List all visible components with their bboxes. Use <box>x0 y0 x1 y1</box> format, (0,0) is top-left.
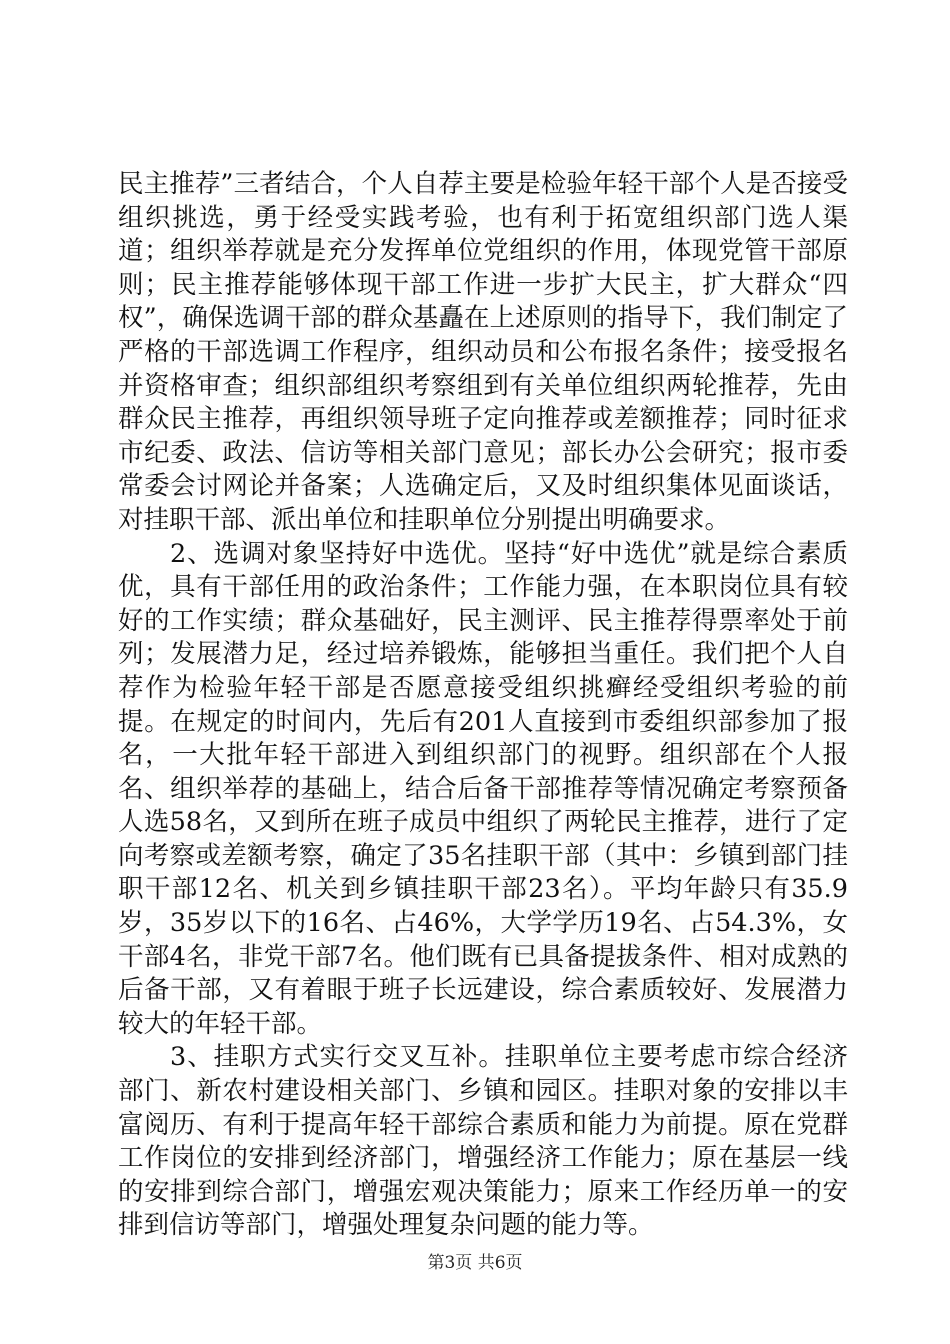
paragraph-1: 民主推荐”三者结合，个人自荐主要是检验年轻干部个人是否接受组织挑选，勇于经受实践考验，也有利于拓宽组织部门选人渠道；组织举荐就是充分发挥单位党组织的作用，体现党管干部原则；民主推荐能够体现干部工作进一步扩大民主，扩大群众“四权”，确保选调干部的群众基矗在上述原则的指导下，我们制定了严格的干部选调工作程序，组织动员和公布报名条件；接受报名并资格审查；组织部组织考察组到有关单位组织两轮推荐，先由群众民主推荐，再组织领导班子定向推荐或差额推荐；同时征求市纪委、政法、信访等相关部门意见；部长办公会研究；报市委常委会讨网论并备案；人选确定后，又及时组织集体见面谈话，对挂职干部、派出单位和挂职单位分别提出明确要求。 <box>118 169 848 535</box>
page-footer: 第3页 共6页 <box>427 1253 523 1273</box>
document-body <box>118 168 848 1243</box>
paragraph-2: 2、选调对象坚持好中选优。坚持“好中选优”就是综合素质优，具有干部任用的政治条件；工作能力强，在本职岗位具有较好的工作实绩；群众基础好，民主测评、民主推荐得票率处于前列；发展潜力足，经过培养锻炼，能够担当重任。我们把个人自荐作为检验年轻干部是否愿意接受组织挑癣经受组织考验的前提。在规定的时间内，先后有201人直接到市委组织部参加了报名，一大批年轻干部进入到组织部门的视野。组织部在个人报名、组织举荐的基础上，结合后备干部推荐等情况确定考察预备人选58名，又到所在班子成员中组织了两轮民主推荐，进行了定向考察或差额考察，确定了35名挂职干部（其中：乡镇到部门挂职干部12名、机关到乡镇挂职干部23名）。平均年龄只有35.9岁，35岁以下的16名、占46%，大学学历19名、占54.3%，女干部4名，非党干部7名。他们既有已具备提拔条件、相对成熟的后备干部，又有着眼于班子长远建设，综合素质较好、发展潜力较大的年轻干部。 <box>118 538 848 1039</box>
paragraph-3: 3、挂职方式实行交叉互补。挂职单位主要考虑市综合经济部门、新农村建设相关部门、乡镇和园区。挂职对象的安排以丰富阅历、有利于提高年轻干部综合素质和能力为前提。原在党群工作岗位的安排到经济部门，增强经济工作能力；原在基层一线的安排到综合部门，增强宏观决策能力；原来工作经历单一的安排到信访等部门，增强处理复杂问题的能力等。 <box>118 1042 848 1241</box>
